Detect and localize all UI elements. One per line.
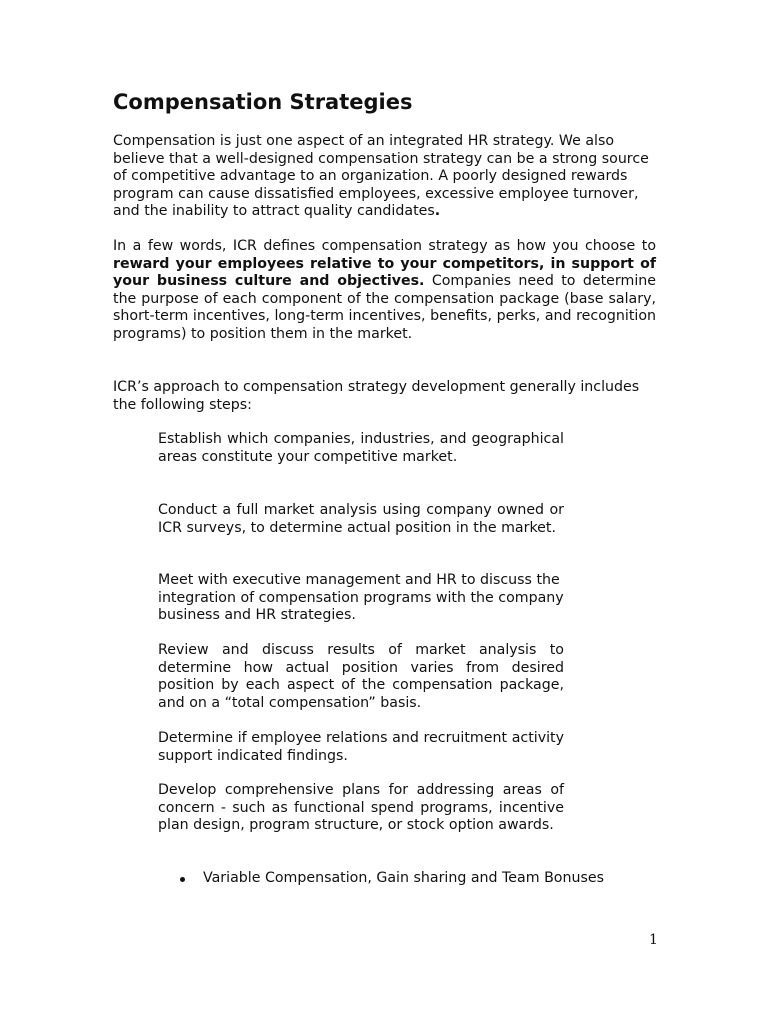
step-item: Meet with executive management and HR to discuss the integration of compensation programs with the company business and HR strategies. xyxy=(158,572,564,624)
intro-paragraph xyxy=(113,133,656,221)
step-item: Develop comprehensive plans for addressing areas of concern - such as functional spend programs, incentive plan design, program structure, or stock option awards. xyxy=(158,782,564,834)
definition-emphasis: reward your employees relative to your competitors, in support of your business culture and objectives. xyxy=(113,255,656,290)
bullet-list xyxy=(158,870,604,888)
definition-rest: Companies need to determine the purpose of each component of the compensation package (base salary, short-term incentives, long-term incentives, benefits, perks, and recognition programs) to position them in the market. xyxy=(113,273,656,342)
step-item: Review and discuss results of market analysis to determine how actual position varies from desired position by each aspect of the compensation package, and on a “total compensation” basis. xyxy=(158,642,564,711)
step-item: Establish which companies, industries, and geographical areas constitute your competitive market. xyxy=(158,431,564,465)
step-item: Conduct a full market analysis using company owned or ICR surveys, to determine actual position in the market. xyxy=(158,502,564,536)
approach-intro-paragraph: ICR’s approach to compensation strategy development generally includes the following steps: xyxy=(113,379,640,413)
page-number: 1 xyxy=(649,932,658,948)
intro-text: Compensation is just one aspect of an integrated HR strategy. We also believe that a well-designed compensation strategy can be a strong source of competitive advantage to an organization. A poorly designed rewards program can cause dissatisfied employees, excessive employee turnover, and the inability to attract quality candidates xyxy=(113,133,649,220)
definition-lead: In a few words, ICR defines compensation strategy as how you choose to xyxy=(113,238,656,254)
bullet-dot-icon xyxy=(180,877,185,882)
bullet-text: Variable Compensation, Gain sharing and Team Bonuses xyxy=(203,870,604,886)
definition-paragraph xyxy=(113,238,656,344)
document-title: Compensation Strategies xyxy=(113,90,413,114)
intro-end-punctuation: . xyxy=(434,203,441,220)
step-item: Determine if employee relations and recruitment activity support indicated findings. xyxy=(158,730,564,764)
bullet-item xyxy=(158,870,604,888)
